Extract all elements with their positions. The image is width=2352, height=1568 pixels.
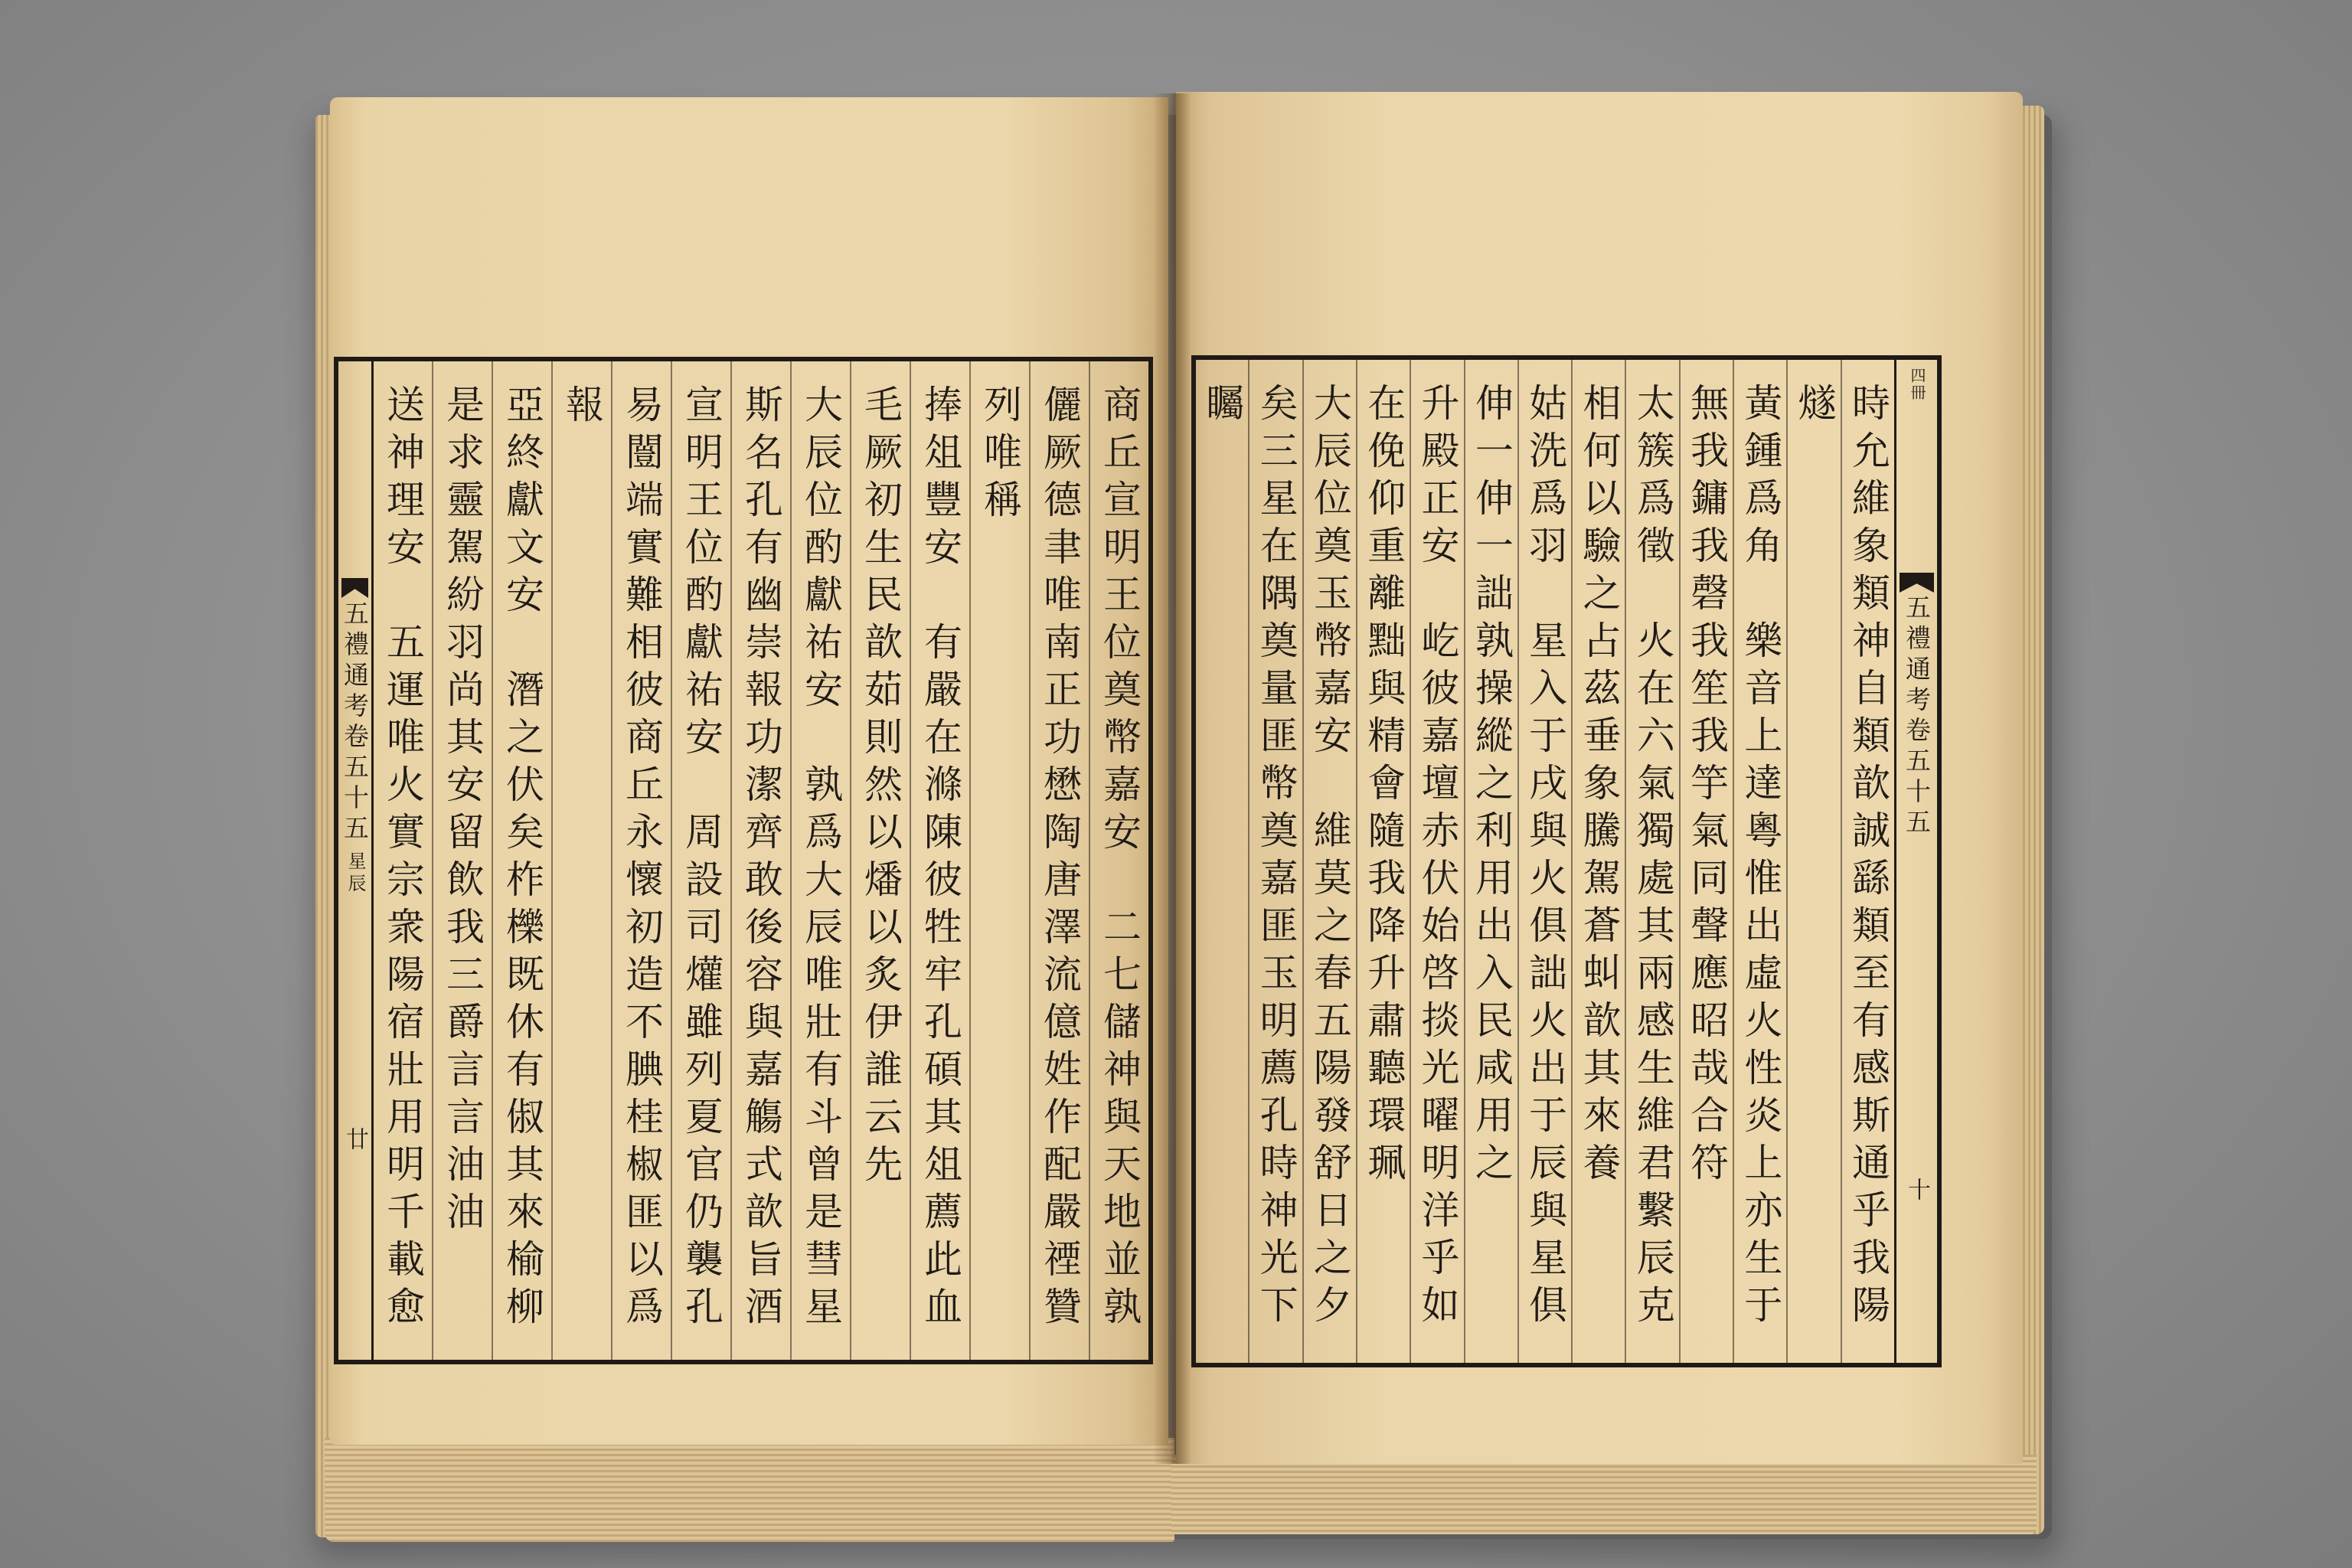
running-title: 五禮通考卷五十五 (340, 600, 370, 845)
text-column: 易闓端實難相彼商丘永懷初造不腆桂椒匪以爲 (611, 361, 671, 1360)
text-column: 升殿正安 屹彼嘉壇赤伏始啓掞光曜明洋乎如 (1410, 360, 1463, 1363)
running-title: 五禮通考卷五十五 (1902, 594, 1932, 839)
text-column: 亞終獻文安 潛之伏矣柞櫟既休有俶其來榆柳 (492, 361, 551, 1360)
text-column: 矚 (1200, 383, 1245, 430)
text-column: 姑洗爲羽 星入于戌與火俱詘火出于辰與星俱 (1517, 360, 1571, 1363)
text-column: 是求靈駕紛羽尚其安留飲我三爵言言油油 (432, 361, 492, 1360)
text-column: 燧 (1786, 360, 1840, 1363)
text-column: 時允維象類神自類歆誠繇類至有感斯通乎我陽 (1841, 360, 1894, 1363)
text-columns (1196, 360, 1894, 1363)
text-column: 儷厥德聿唯南正功懋陶唐澤流億姓作配嚴禋贊 (1029, 361, 1089, 1360)
text-column: 送神理安 五運唯火實宗衆陽宿壯用明千載愈 (381, 384, 425, 1334)
text-column: 捧俎豐安 有嚴在滌陳彼牲牢孔碩其俎薦此血 (910, 361, 969, 1360)
text-column: 毛厥初生民歆茹則然以燔以炙伊誰云先 (850, 361, 910, 1360)
leaf-number: 十 (1903, 1178, 1930, 1200)
text-column: 商丘宣明王位奠幣嘉安 二七儲神與天地並孰 (1089, 361, 1148, 1360)
text-column: 在俛仰重離黜與精會隨我降升肅聽環珮 (1356, 360, 1410, 1363)
text-column: 列唯稱 (969, 361, 1029, 1360)
text-column: 太簇爲徵 火在六氣獨處其兩感生維君繫辰克 (1625, 360, 1678, 1363)
text-columns (374, 361, 1148, 1360)
text-column: 大辰位奠玉幣嘉安 維莫之春五陽發舒日之夕 (1302, 360, 1356, 1363)
left-text-frame (334, 357, 1153, 1364)
text-column: 大辰位酌獻祐安 孰爲大辰唯壯有斗曾是彗星 (790, 361, 850, 1360)
page-edges-bottom-left (325, 1438, 1174, 1542)
text-column: 無我鏞我磬我笙我竽氣同聲應昭哉合符 (1679, 360, 1733, 1363)
text-column: 報 (551, 361, 611, 1360)
center-fold-strip (338, 361, 374, 1360)
text-column: 斯名孔有幽崇報功潔齊敢後容與嘉觴式歆旨酒 (730, 361, 790, 1360)
text-column: 伸一伸一詘孰操縱之利用出入民咸用之 (1464, 360, 1517, 1363)
leaf-number: 廿 (341, 1127, 368, 1150)
text-column: 矣三星在隅奠量匪幣奠嘉匪玉明薦孔時神光下 (1248, 360, 1302, 1363)
fishtail-mark (1900, 573, 1934, 593)
text-column: 相何以驗之占茲垂象騰駕蒼虯歆其來養 (1571, 360, 1625, 1363)
fishtail-mark (341, 578, 368, 598)
volume-label: 四冊 (1908, 368, 1926, 401)
right-text-frame (1191, 355, 1942, 1367)
page-edges-bottom-right (1171, 1455, 2037, 1534)
text-column: 黃鍾爲角 樂音上達粵惟出虛火性炎上亦生于 (1733, 360, 1786, 1363)
text-column: 宣明王位酌獻祐安 周設司爟雖列夏官仍襲孔 (671, 361, 730, 1360)
section-name: 星辰 (345, 851, 366, 896)
gutter (1153, 93, 1191, 1464)
center-fold-strip (1894, 360, 1937, 1363)
